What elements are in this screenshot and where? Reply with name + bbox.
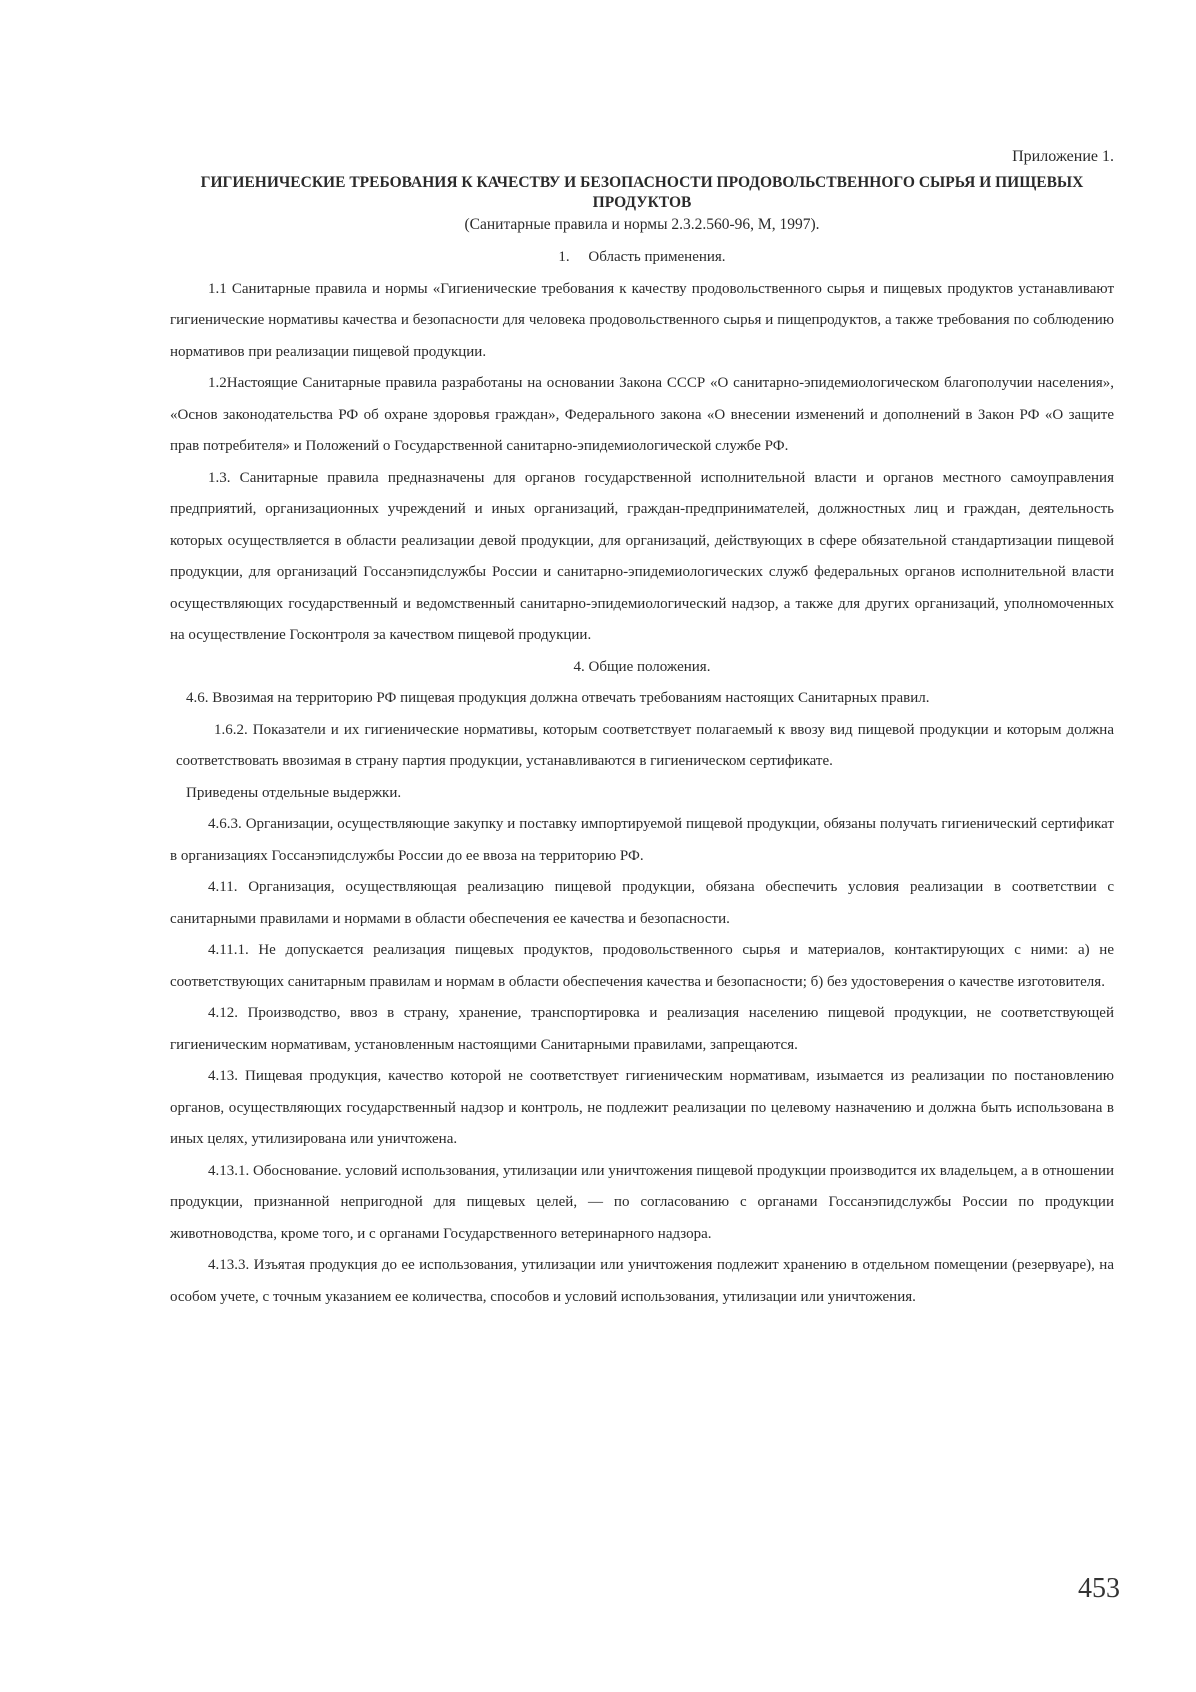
paragraph-4-6-3: 4.6.3. Организации, осуществляющие закупку и поставку импортируемой пищевой продукции, обязаны получать гигиенический сертификат в организациях Госсанэпидслужбы России до ее ввоза на территорию РФ. — [170, 816, 1114, 864]
paragraph-4-11-1: 4.11.1. Не допускается реализация пищевых продуктов, продовольственного сырья и материалов, контактирующих с ними: а) не соответствующих санитарным правилам и нормам в области обеспечения качества и безопасности; б) без удостоверения о качестве изготовителя. — [170, 942, 1114, 990]
paragraph-4-12: 4.12. Производство, ввоз в страну, хранение, транспортировка и реализация населению пищевой продукции, не соответствующей гигиеническим нормативам, установленным настоящими Санитарными правилами, запрещаются. — [170, 1005, 1114, 1053]
paragraph-excerpts-note: Приведены отдельные выдержки. — [186, 784, 402, 801]
appendix-label: Приложение 1. — [1012, 148, 1114, 165]
document-subtitle: (Санитарные правила и нормы 2.3.2.560-96, М, 1997). — [464, 216, 820, 233]
paragraph-1-6-2: 1.6.2. Показатели и их гигиенические нормативы, которым соответствует полагаемый к ввозу вид пищевой продукции и которым должна соответствовать ввозимая в страну партия продукции, устанавливаются в гигиеническом сертификате. — [176, 721, 1114, 769]
paragraph-4-13-1: 4.13.1. Обоснование. условий использования, утилизации или уничтожения пищевой продукции производится их владельцем, а в отношении продукции, признанной непригодной для пищевых целей, — по согласованию с органами Госсанэпидслужбы России по продукции животноводства, кроме того, и с органами Государственного ветеринарного надзора. — [170, 1162, 1115, 1242]
paragraph-1-3: 1.3. Санитарные правила предназначены для органов государственной исполнительной власти и органов местного самоуправления предприятий, организационных учреждений и иных организаций, граждан-предпринимателей, должностных лиц и граждан, деятельность которых осуществляется в области реализации девой продукции, для организаций, действующих в сфере обязательной стандартизации пищевой продукции, для организаций Госсанэпидслужбы России и санитарно-эпидемиологических служб федеральных органов исполнительной власти осуществляющих государственный и ведомственный санитарно-эпидемиологический надзор, а также для других организаций, уполномоченных на осуществление Госконтроля за качеством пищевой продукции. — [170, 469, 1114, 643]
section-heading-scope: 1. Область применения. — [558, 249, 726, 265]
section-heading-general: 4. Общие положения. — [573, 658, 711, 675]
paragraph-4-13: 4.13. Пищевая продукция, качество которой не соответствует гигиеническим нормативам, изымается из реализации по постановлению органов, осуществляющих государственный надзор и контроль, не подлежит реализации по целевому назначению и должна быть использована в иных целях, утилизирована или уничтожена. — [170, 1068, 1114, 1147]
paragraph-4-13-3: 4.13.3. Изъятая продукция до ее использования, утилизации или уничтожения подлежит хранению в отдельном помещении (резервуаре), на особом учете, с точным указанием ее количества, способов и условий использования, утилизации или уничтожения. — [170, 1257, 1114, 1305]
paragraph-1-2: 1.2Настоящие Санитарные правила разработаны на основании Закона СССР «О санитарно-эпидемиологическом благополучии населения», «Основ законодательства РФ об охране здоровья граждан», Федерального закона «О внесении изменений и дополнений в Закон РФ «О защите прав потребителя» и Положений о Государственной санитарно-эпидемиологической службе РФ. — [170, 375, 1114, 454]
document-title: ГИГИЕНИЧЕСКИЕ ТРЕБОВАНИЯ К КАЧЕСТВУ И БЕЗОПАСНОСТИ ПРОДОВОЛЬСТВЕННОГО СЫРЬЯ И ПИЩЕВЫХ ПРОДУКТОВ — [200, 174, 1084, 211]
paragraph-4-11: 4.11. Организация, осуществляющая реализацию пищевой продукции, обязана обеспечить условия реализации в соответствии с санитарными правилами и нормами в области обеспечения ее качества и безопасности. — [170, 879, 1114, 927]
paragraph-1-1: 1.1 Санитарные правила и нормы «Гигиенические требования к качеству продовольственного сырья и пищевых продуктов устанавливают гигиенические нормативы качества и безопасности для человека продовольственного сырья и пищепродуктов, а также требования по соблюдению нормативов при реализации пищевой продукции. — [170, 280, 1114, 360]
paragraph-4-6: 4.6. Ввозимая на территорию РФ пищевая продукция должна отвечать требованиям настоящих Санитарных правил. — [186, 690, 930, 706]
page-number: 453 — [1078, 1573, 1120, 1604]
document-body — [170, 242, 1114, 1313]
